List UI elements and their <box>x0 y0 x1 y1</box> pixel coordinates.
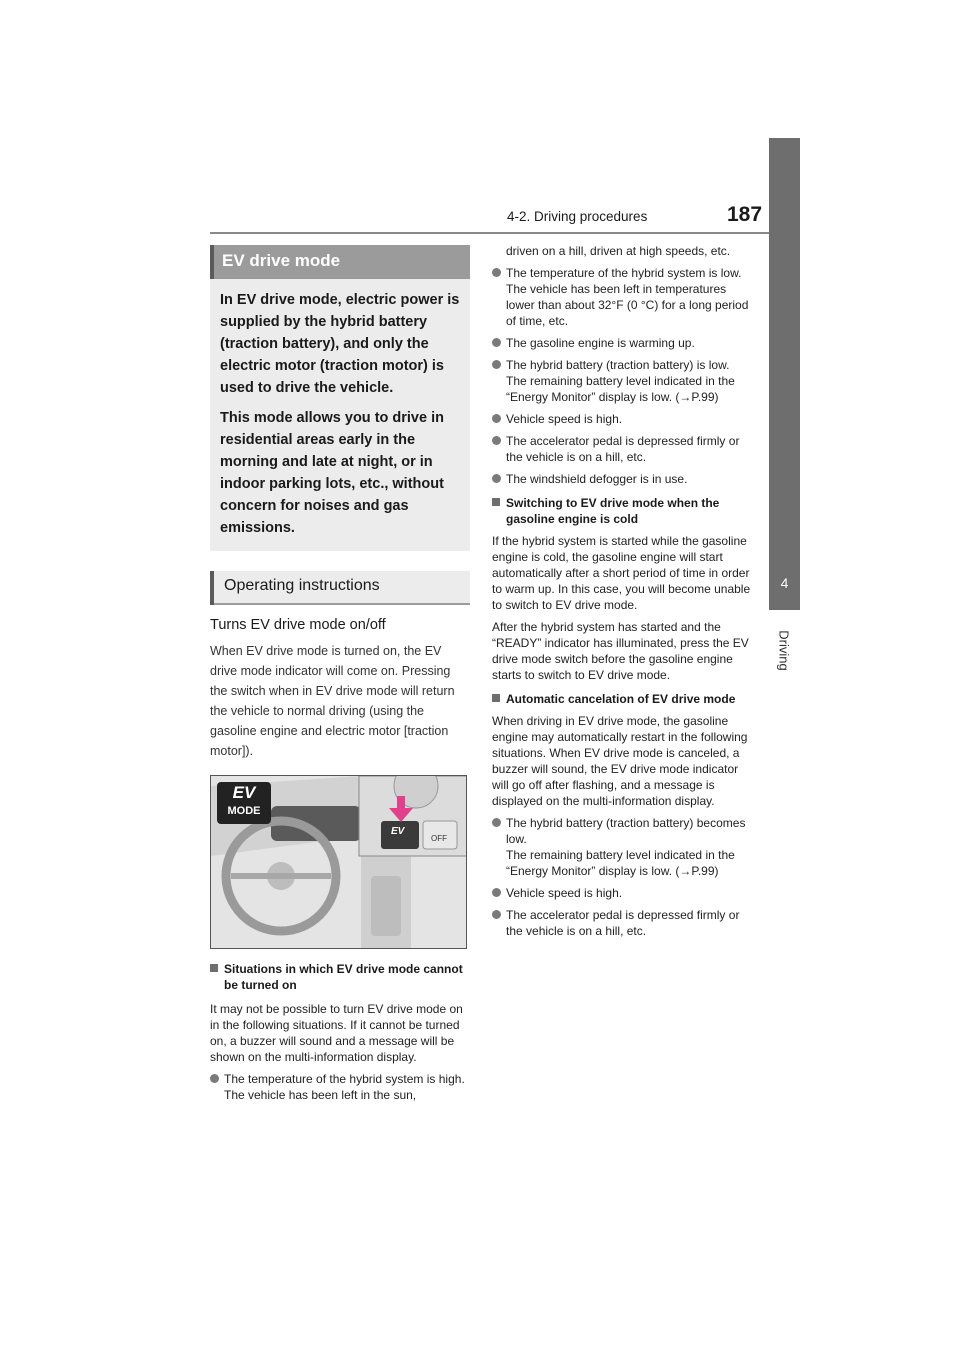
page-number: 187 <box>727 203 763 226</box>
section-title: 4-2. Driving procedures <box>507 209 648 224</box>
cold-engine-text-1: If the hybrid system is started while the gasoline engine is cold, the gasoline engine will start automatically after a short period of time in order to warm up. In this case, you will become unable to switch to EV drive mode. <box>492 534 751 612</box>
intro-paragraph-2: This mode allows you to drive in residential areas early in the morning and late at night, or in indoor parking lots, etc., without concern for noises and gas emissions. <box>220 410 444 536</box>
off-switch-label: OFF <box>431 834 447 843</box>
bullet-battery-becomes-low: The hybrid battery (traction battery) becomes low. The remaining battery level indicated in the “Energy Monitor” display is low. (→P.99) <box>492 815 752 879</box>
bullet-accelerator-2: The accelerator pedal is depressed firmly or the vehicle is on a hill, etc. <box>492 907 752 939</box>
cannot-turn-on-text: It may not be possible to turn EV drive mode on in the following situations. If it cannot be turned on, a buzzer will sound and a message will be shown on the multi-information display. <box>210 1002 463 1064</box>
operating-instructions-heading: Operating instructions <box>210 571 470 605</box>
bullet-high-temp: The temperature of the hybrid system is high. The vehicle has been left in the sun, <box>210 1071 470 1103</box>
bullet-low-temp: The temperature of the hybrid system is low. The vehicle has been left in temperatures lower than about 32°F (0 °C) for a long period of time, etc. <box>492 265 752 329</box>
bullet-engine-warming: The gasoline engine is warming up. <box>492 335 752 351</box>
lead-text: Turns EV drive mode on/off <box>210 617 386 633</box>
intro-paragraph-1: In EV drive mode, electric power is supplied by the hybrid battery (traction battery), and only the electric motor (traction motor) is used to drive the vehicle. <box>220 292 460 396</box>
header-rule <box>210 232 800 234</box>
bullet-speed-high-2: Vehicle speed is high. <box>492 885 752 901</box>
ev-mode-badge: EV MODE <box>217 782 271 824</box>
bullet-defogger: The windshield defogger is in use. <box>492 471 752 487</box>
cold-engine-text-2: After the hybrid system has started and the “READY” indicator has illuminated, press the EV drive mode switch before the gasoline engine starts to switch to EV drive mode. <box>492 620 749 682</box>
ev-switch-label: EV <box>391 826 405 837</box>
chapter-tab <box>769 138 800 610</box>
subhead-cold-engine: Switching to EV drive mode when the gasoline engine is cold <box>492 495 752 527</box>
continued-text: driven on a hill, driven at high speeds, etc. <box>506 244 731 258</box>
right-column <box>492 243 752 939</box>
auto-cancel-text: When driving in EV drive mode, the gasoline engine may automatically restart in the following situations. When EV drive mode is canceled, a buzzer will sound, the EV drive mode indicator will go off after flashing, and a message is displayed on the multi-information display. <box>492 714 748 808</box>
dashboard-illustration <box>210 775 467 949</box>
subhead-auto-cancel: Automatic cancelation of EV drive mode <box>492 691 752 707</box>
bullet-speed-high: Vehicle speed is high. <box>492 411 752 427</box>
ev-drive-mode-heading: EV drive mode <box>210 245 470 279</box>
lead-description: When EV drive mode is turned on, the EV drive mode indicator will come on. Pressing the switch when in EV drive mode will return the vehicle to normal driving (using the gasoline engine and electric motor [traction motor]). <box>210 644 455 758</box>
left-column <box>210 245 470 1103</box>
intro-box <box>210 279 470 551</box>
subhead-cannot-turn-on: Situations in which EV drive mode cannot be turned on <box>210 961 470 993</box>
chapter-label: Driving <box>777 629 792 671</box>
chapter-number: 4 <box>780 575 789 591</box>
bullet-accelerator: The accelerator pedal is depressed firmly or the vehicle is on a hill, etc. <box>492 433 752 465</box>
bullet-battery-low: The hybrid battery (traction battery) is low. The remaining battery level indicated in the “Energy Monitor” display is low. (→P.99) <box>492 357 752 405</box>
